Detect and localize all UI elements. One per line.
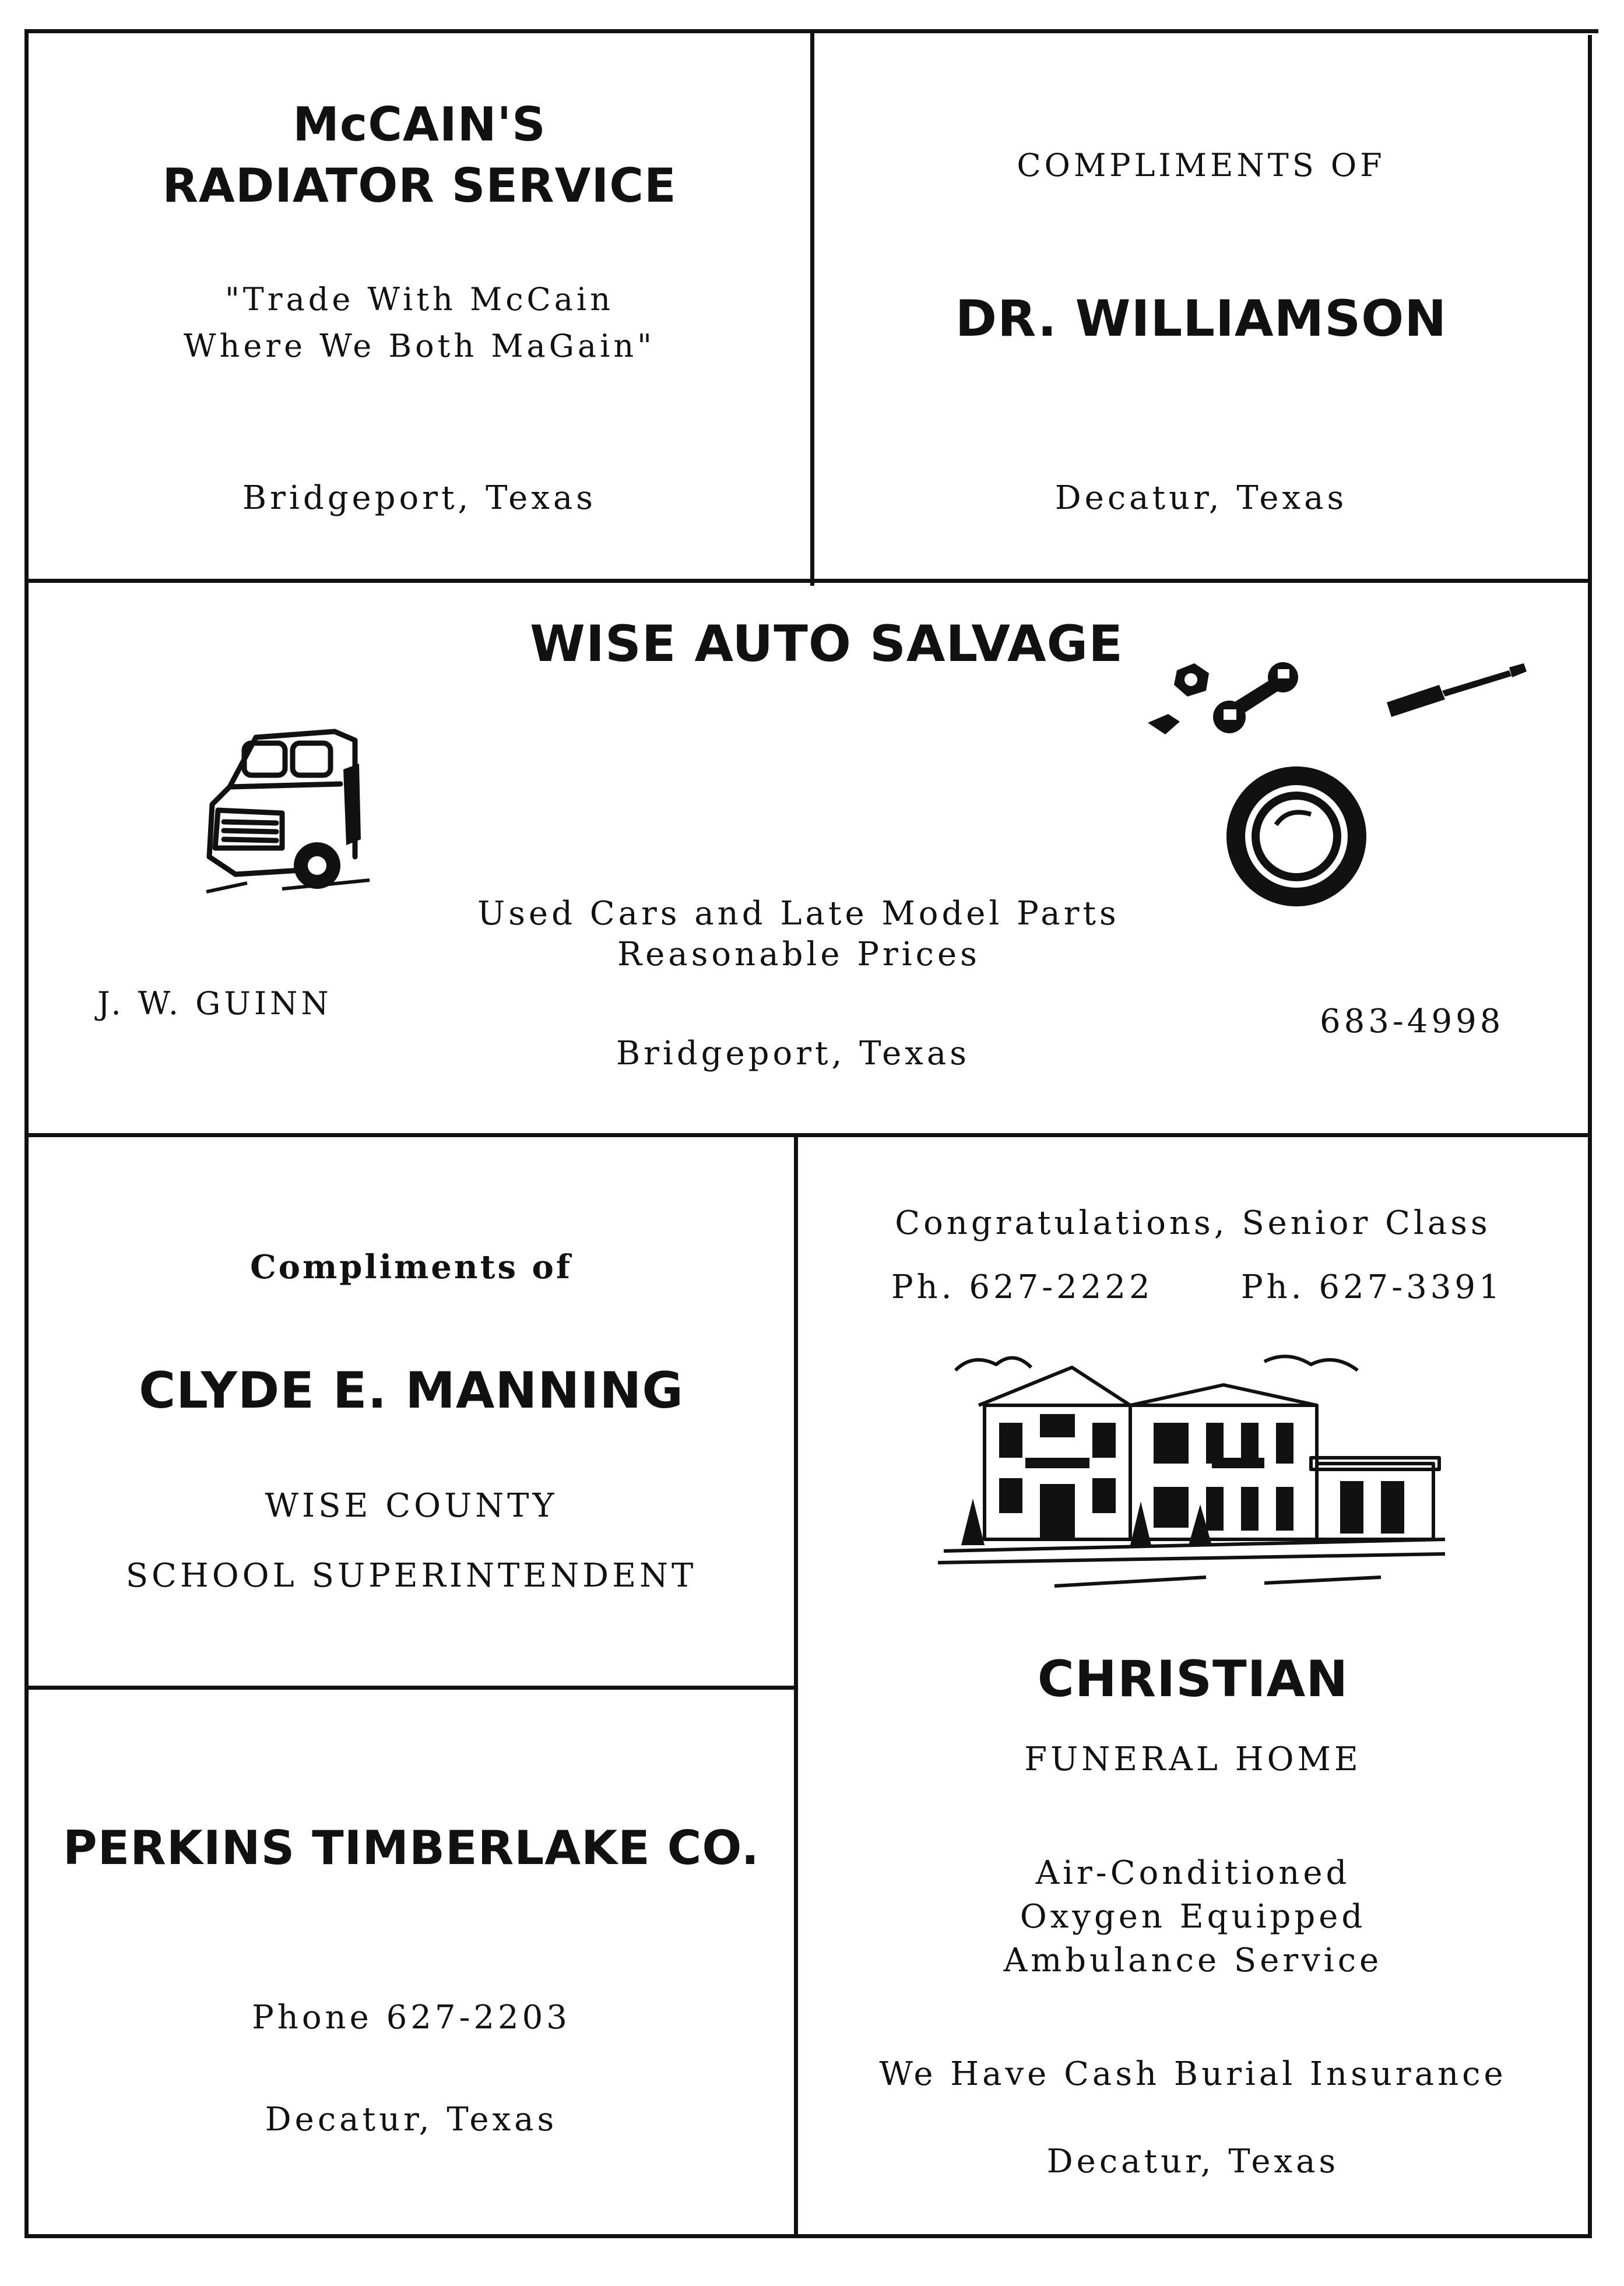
christian-phone2: Ph. 627-3391 (1241, 1268, 1503, 1306)
perkins-ad (29, 1690, 794, 2234)
christian-ad (798, 1137, 1588, 2234)
christian-service1: Air-Conditioned (1035, 1854, 1351, 1892)
manning-compliments: Compliments of (250, 1248, 572, 1286)
divider-left-lower (24, 1686, 798, 1690)
christian-phone1: Ph. 627-2222 (891, 1268, 1154, 1306)
divider-row2-bottom (24, 1133, 1592, 1137)
williamson-location: Decatur, Texas (1054, 479, 1348, 517)
tire-icon (1218, 761, 1375, 912)
christian-congrats: Congratulations, Senior Class (895, 1204, 1491, 1242)
williamson-compliments: COMPLIMENTS OF (1017, 147, 1386, 184)
manning-name: CLYDE E. MANNING (139, 1362, 684, 1420)
perkins-phone: Phone 627-2203 (252, 1999, 571, 2037)
manning-line2: SCHOOL SUPERINTENDENT (125, 1557, 697, 1595)
perkins-name: PERKINS TIMBERLAKE CO. (63, 1821, 760, 1875)
salvage-phone: 683-4998 (1320, 1003, 1505, 1040)
salvage-location: Bridgeport, Texas (616, 1035, 970, 1072)
border-bottom (24, 2234, 1592, 2238)
salvage-line2: Reasonable Prices (617, 935, 980, 973)
salvage-name: WISE AUTO SALVAGE (530, 615, 1124, 673)
christian-service2: Oxygen Equipped (1020, 1898, 1366, 1936)
manning-line1: WISE COUNTY (265, 1487, 558, 1525)
christian-subtitle: FUNERAL HOME (1024, 1740, 1362, 1778)
christian-service3: Ambulance Service (1003, 1942, 1383, 1979)
mccain-ad (29, 33, 810, 579)
williamson-ad (814, 33, 1588, 579)
mccain-name-line2: RADIATOR SERVICE (162, 159, 677, 213)
williamson-name: DR. WILLIAMSON (955, 290, 1447, 348)
divider-row1-bottom (24, 579, 1592, 583)
mccain-slogan-line1: "Trade With McCain (224, 281, 614, 318)
salvage-line1: Used Cars and Late Model Parts (477, 895, 1120, 933)
mccain-slogan-line2: Where We Both MaGain" (184, 328, 655, 364)
mccain-location: Bridgeport, Texas (242, 479, 596, 517)
divider-row1-vertical (810, 29, 814, 586)
tools-icon (1113, 653, 1532, 769)
truck-icon (195, 723, 428, 903)
christian-location: Decatur, Texas (1046, 2143, 1340, 2181)
funeral-home-icon (938, 1353, 1451, 1598)
mccain-name-line1: McCAIN'S (293, 97, 546, 152)
salvage-owner: J. W. GUINN (97, 985, 332, 1022)
manning-ad (29, 1137, 794, 1686)
salvage-ad (29, 583, 1588, 1133)
christian-name: CHRISTIAN (1037, 1650, 1349, 1708)
christian-insurance: We Have Cash Burial Insurance (879, 2055, 1507, 2093)
perkins-location: Decatur, Texas (265, 2101, 558, 2139)
